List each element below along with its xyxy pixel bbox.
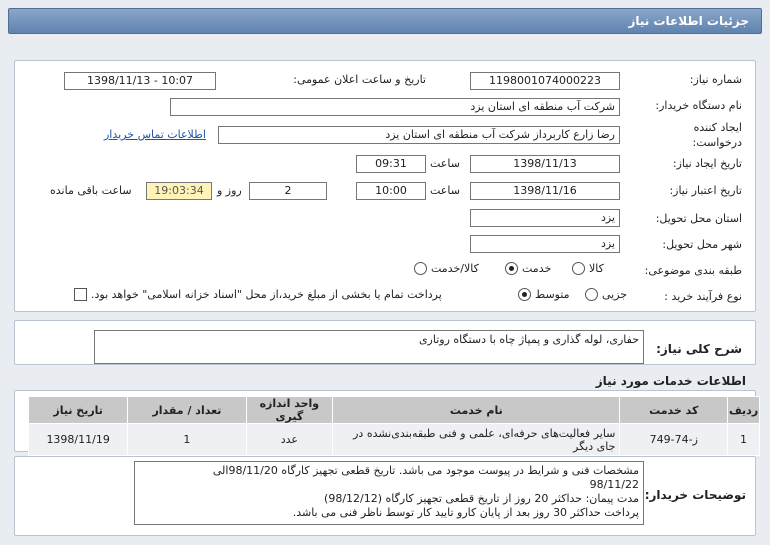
- col-unit-header: واحد اندازه گیری: [246, 397, 333, 424]
- page-title: جزئیات اطلاعات نیاز: [8, 8, 762, 34]
- row-code-cell: ز-74-749: [620, 424, 728, 456]
- city-field: یزد: [470, 235, 620, 253]
- valid-date-label: تاریخ اعتبار نیاز:: [669, 184, 742, 197]
- days-and-label: روز و: [217, 184, 242, 197]
- creator-field: رضا زارع کاربرداز شرکت آب منطقه ای استان یزد: [218, 126, 620, 144]
- creator-label-line1: ایجاد کننده: [693, 121, 742, 134]
- announce-label: تاریخ و ساعت اعلان عمومی:: [293, 73, 426, 86]
- payment-treasury-option[interactable]: [74, 288, 442, 301]
- need-number-field: 1198001074000223: [470, 72, 620, 90]
- buyer-notes-line: 98/11/22: [589, 478, 639, 491]
- category-option-service[interactable]: [505, 262, 551, 275]
- row-name-cell: [333, 424, 620, 456]
- created-date-field: 1398/11/13: [470, 155, 620, 173]
- category-goods-text: کالا: [589, 262, 604, 275]
- category-goods-radio[interactable]: [572, 262, 585, 275]
- services-header-row: [29, 397, 760, 424]
- valid-time-label: ساعت: [430, 184, 460, 197]
- process-medium-text: متوسط: [535, 288, 570, 301]
- col-date-header: تاریخ نیاز: [29, 397, 128, 424]
- row-name-line2: جای دیگر: [573, 439, 616, 453]
- summary-label: شرح کلی نیاز:: [656, 342, 742, 356]
- process-label: نوع فرآیند خرید :: [664, 290, 742, 303]
- announce-field: 1398/11/13 - 10:07: [64, 72, 216, 90]
- category-option-goods-service[interactable]: [414, 262, 479, 275]
- col-code-header: کد خدمت: [620, 397, 728, 424]
- category-goods-service-radio[interactable]: [414, 262, 427, 275]
- process-medium-radio[interactable]: [518, 288, 531, 301]
- payment-treasury-checkbox[interactable]: [74, 288, 87, 301]
- category-goods-service-text: کالا/خدمت: [431, 262, 479, 275]
- created-time-label: ساعت: [430, 157, 460, 170]
- category-service-radio[interactable]: [505, 262, 518, 275]
- creator-label-line2: درخواست:: [692, 136, 742, 149]
- buyer-field: شرکت آب منطقه ای استان یزد: [170, 98, 620, 116]
- remaining-label: ساعت باقی مانده: [50, 184, 132, 197]
- row-unit-cell: عدد: [246, 424, 333, 456]
- col-qty-header: تعداد / مقدار: [128, 397, 246, 424]
- category-label: طبقه بندی موضوعی:: [644, 264, 742, 277]
- row-date-cell: 1398/11/19: [29, 424, 128, 456]
- row-index-cell: 1: [728, 424, 760, 456]
- buyer-contact-link[interactable]: اطلاعات تماس خریدار: [104, 128, 206, 141]
- buyer-notes-line: مدت پیمان: حداکثر 20 روز از تاریخ قطعی تجهیز کارگاه (98/12/12): [324, 492, 639, 505]
- summary-field: حفاری، لوله گذاری و پمپاژ چاه با دستگاه روتاری: [94, 330, 644, 364]
- valid-time-field: 10:00: [356, 182, 426, 200]
- remaining-days-field: 2: [249, 182, 327, 200]
- buyer-notes-label: توضیحات خریدار:: [644, 488, 746, 502]
- buyer-label: نام دستگاه خریدار:: [655, 99, 742, 112]
- city-label: شهر محل تحویل:: [662, 238, 742, 251]
- buyer-notes-line: مشخصات فنی و شرایط در پیوست موجود می باشد. تاریخ قطعی تجهیز کارگاه 98/11/20الی: [212, 464, 639, 477]
- remaining-time-field: 19:03:34: [146, 182, 212, 200]
- table-row: [29, 424, 760, 456]
- province-label: استان محل تحویل:: [655, 212, 742, 225]
- created-time-field: 09:31: [356, 155, 426, 173]
- payment-treasury-text: پرداخت تمام یا بخشی از مبلغ خرید،از محل "اسناد خزانه اسلامی" خواهد بود.: [91, 288, 442, 301]
- category-option-goods[interactable]: [572, 262, 604, 275]
- process-minor-radio[interactable]: [585, 288, 598, 301]
- services-section-title: اطلاعات خدمات مورد نیاز: [595, 374, 746, 388]
- created-date-label: تاریخ ایجاد نیاز:: [672, 157, 742, 170]
- category-service-text: خدمت: [522, 262, 552, 275]
- row-name-line1: سایر فعالیت‌های حرفه‌ای، علمی و فنی طبقه‌بندی‌نشده در: [353, 426, 616, 440]
- buyer-notes-line: پرداخت حداکثر 30 روز بعد از پایان کارو تایید کار توسط ناظر فنی می باشد.: [292, 506, 639, 519]
- process-option-medium[interactable]: [518, 288, 570, 301]
- need-number-label: شماره نیاز:: [689, 73, 742, 86]
- province-field: یزد: [470, 209, 620, 227]
- valid-date-field: 1398/11/16: [470, 182, 620, 200]
- row-qty-cell: 1: [128, 424, 246, 456]
- process-minor-text: جزیی: [602, 288, 628, 301]
- process-option-minor[interactable]: [585, 288, 627, 301]
- col-name-header: نام خدمت: [333, 397, 620, 424]
- buyer-notes-field: [134, 461, 644, 525]
- services-table: [28, 396, 760, 456]
- col-index-header: ردیف: [728, 397, 760, 424]
